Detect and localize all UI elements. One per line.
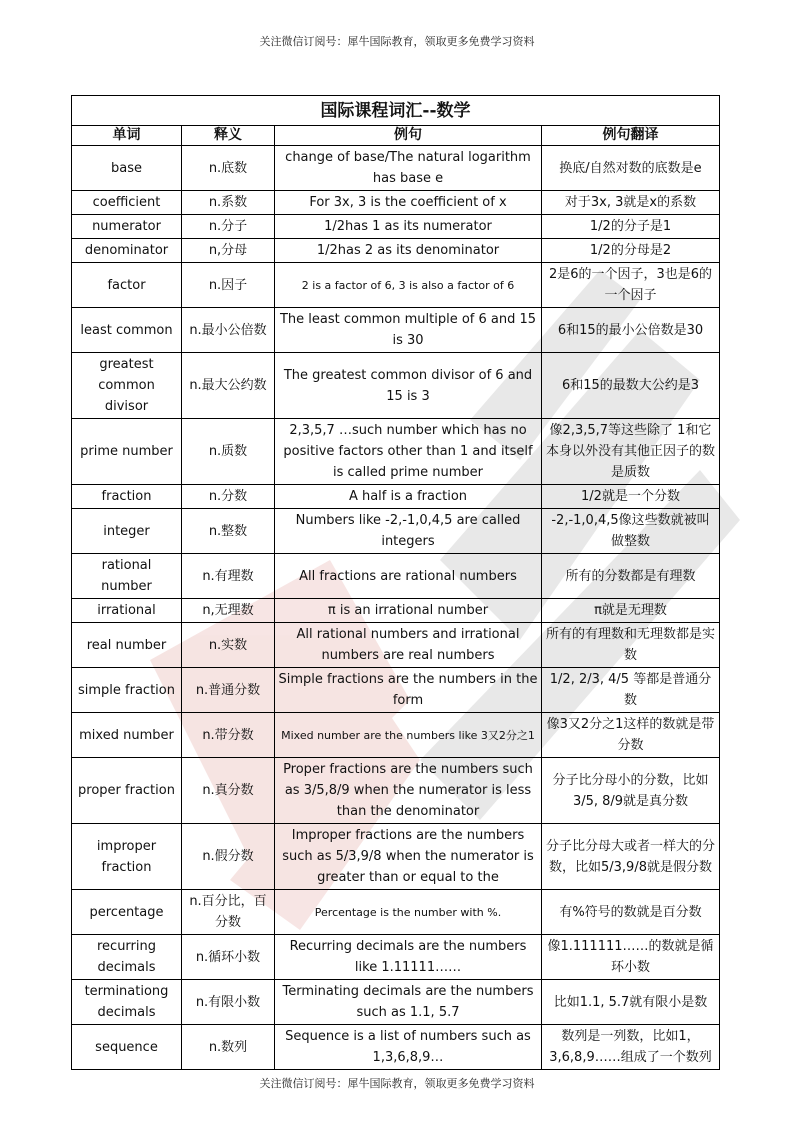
vocabulary-table — [71, 95, 720, 1070]
word-cell: prime number — [72, 419, 182, 485]
translation-cell: π就是无理数 — [542, 599, 720, 623]
table-row — [72, 308, 720, 353]
meaning-cell: n.百分比，百分数 — [182, 890, 275, 935]
word-cell: greatest common divisor — [72, 353, 182, 419]
table-row — [72, 353, 720, 419]
translation-cell: 对于3x, 3就是x的系数 — [542, 191, 720, 215]
word-cell: improper fraction — [72, 824, 182, 890]
table-row — [72, 485, 720, 509]
example-cell: Proper fractions are the numbers such as 3/5,8/9 when the numerator is less than the denominator — [275, 758, 542, 824]
word-cell: integer — [72, 509, 182, 554]
table-row — [72, 191, 720, 215]
table-row — [72, 758, 720, 824]
meaning-cell: n.假分数 — [182, 824, 275, 890]
translation-cell: -2,-1,0,4,5像这些数就被叫做整数 — [542, 509, 720, 554]
meaning-cell: n.普通分数 — [182, 668, 275, 713]
example-cell: For 3x, 3 is the coefficient of x — [275, 191, 542, 215]
translation-cell: 6和15的最小公倍数是30 — [542, 308, 720, 353]
word-cell: least common — [72, 308, 182, 353]
example-cell: Sequence is a list of numbers such as 1,3,6,8,9… — [275, 1025, 542, 1070]
example-cell: Simple fractions are the numbers in the form — [275, 668, 542, 713]
table-row — [72, 713, 720, 758]
table-row — [72, 146, 720, 191]
table-row — [72, 599, 720, 623]
translation-cell: 所有的分数都是有理数 — [542, 554, 720, 599]
word-cell: rational number — [72, 554, 182, 599]
example-cell: All rational numbers and irrational numbers are real numbers — [275, 623, 542, 668]
meaning-cell: n.实数 — [182, 623, 275, 668]
example-cell: Mixed number are the numbers like 3又2分之1 — [275, 713, 542, 758]
column-header-example: 例句 — [275, 126, 542, 146]
word-cell: numerator — [72, 215, 182, 239]
table-row — [72, 623, 720, 668]
example-cell: Recurring decimals are the numbers like 1.11111…… — [275, 935, 542, 980]
column-header-word: 单词 — [72, 126, 182, 146]
translation-cell: 1/2就是一个分数 — [542, 485, 720, 509]
word-cell: factor — [72, 263, 182, 308]
meaning-cell: n,分母 — [182, 239, 275, 263]
example-cell: The least common multiple of 6 and 15 is 30 — [275, 308, 542, 353]
column-header-translation: 例句翻译 — [542, 126, 720, 146]
translation-cell: 有%符号的数就是百分数 — [542, 890, 720, 935]
table-row — [72, 980, 720, 1025]
example-cell: All fractions are rational numbers — [275, 554, 542, 599]
word-cell: percentage — [72, 890, 182, 935]
word-cell: recurring decimals — [72, 935, 182, 980]
table-title: 国际课程词汇--数学 — [72, 96, 720, 126]
meaning-cell: n.分数 — [182, 485, 275, 509]
word-cell: simple fraction — [72, 668, 182, 713]
translation-cell: 像2,3,5,7等这些除了 1和它本身以外没有其他正因子的数是质数 — [542, 419, 720, 485]
table-row — [72, 935, 720, 980]
translation-cell: 1/2的分子是1 — [542, 215, 720, 239]
table-row — [72, 215, 720, 239]
translation-cell: 比如1.1, 5.7就有限小是数 — [542, 980, 720, 1025]
word-cell: base — [72, 146, 182, 191]
meaning-cell: n.带分数 — [182, 713, 275, 758]
word-cell: coefficient — [72, 191, 182, 215]
translation-cell: 1/2, 2/3, 4/5 等都是普通分数 — [542, 668, 720, 713]
example-cell: Improper fractions are the numbers such as 5/3,9/8 when the numerator is greater than or equal to the — [275, 824, 542, 890]
translation-cell: 数列是一列数，比如1，3,6,8,9……组成了一个数列 — [542, 1025, 720, 1070]
meaning-cell: n.循环小数 — [182, 935, 275, 980]
translation-cell: 所有的有理数和无理数都是实数 — [542, 623, 720, 668]
meaning-cell: n,无理数 — [182, 599, 275, 623]
meaning-cell: n.有限小数 — [182, 980, 275, 1025]
meaning-cell: n.因子 — [182, 263, 275, 308]
word-cell: proper fraction — [72, 758, 182, 824]
meaning-cell: n.最小公倍数 — [182, 308, 275, 353]
meaning-cell: n.真分数 — [182, 758, 275, 824]
meaning-cell: n.分子 — [182, 215, 275, 239]
example-cell: Terminating decimals are the numbers such as 1.1, 5.7 — [275, 980, 542, 1025]
translation-cell: 2是6的一个因子，3也是6的一个因子 — [542, 263, 720, 308]
example-cell: 2,3,5,7 …such number which has no positive factors other than 1 and itself is called prime number — [275, 419, 542, 485]
translation-cell: 像1.111111……的数就是循环小数 — [542, 935, 720, 980]
example-cell: π is an irrational number — [275, 599, 542, 623]
meaning-cell: n.系数 — [182, 191, 275, 215]
word-cell: mixed number — [72, 713, 182, 758]
page-header: 关注微信订阅号：犀牛国际教育，领取更多免费学习资料 — [259, 35, 535, 48]
example-cell: 1/2has 2 as its denominator — [275, 239, 542, 263]
example-cell: 1/2has 1 as its numerator — [275, 215, 542, 239]
meaning-cell: n.数列 — [182, 1025, 275, 1070]
example-cell: A half is a fraction — [275, 485, 542, 509]
word-cell: real number — [72, 623, 182, 668]
table-row — [72, 1025, 720, 1070]
word-cell: sequence — [72, 1025, 182, 1070]
example-cell: The greatest common divisor of 6 and 15 is 3 — [275, 353, 542, 419]
example-cell: Percentage is the number with %. — [275, 890, 542, 935]
example-cell: change of base/The natural logarithm has base e — [275, 146, 542, 191]
example-cell: Numbers like -2,-1,0,4,5 are called integers — [275, 509, 542, 554]
word-cell: fraction — [72, 485, 182, 509]
table-row — [72, 890, 720, 935]
table-row — [72, 668, 720, 713]
meaning-cell: n.底数 — [182, 146, 275, 191]
table-row — [72, 239, 720, 263]
translation-cell: 1/2的分母是2 — [542, 239, 720, 263]
word-cell: irrational — [72, 599, 182, 623]
table-row — [72, 419, 720, 485]
table-row — [72, 554, 720, 599]
table-row — [72, 824, 720, 890]
page-footer: 关注微信订阅号：犀牛国际教育，领取更多免费学习资料 — [259, 1077, 535, 1090]
table-row — [72, 263, 720, 308]
translation-cell: 换底/自然对数的底数是e — [542, 146, 720, 191]
word-cell: terminationg decimals — [72, 980, 182, 1025]
translation-cell: 分子比分母大或者一样大的分数，比如5/3,9/8就是假分数 — [542, 824, 720, 890]
translation-cell: 6和15的最数大公约是3 — [542, 353, 720, 419]
translation-cell: 像3又2分之1这样的数就是带分数 — [542, 713, 720, 758]
meaning-cell: n.有理数 — [182, 554, 275, 599]
meaning-cell: n.质数 — [182, 419, 275, 485]
example-cell: 2 is a factor of 6, 3 is also a factor of 6 — [275, 263, 542, 308]
meaning-cell: n.整数 — [182, 509, 275, 554]
meaning-cell: n.最大公约数 — [182, 353, 275, 419]
column-header-meaning: 释义 — [182, 126, 275, 146]
table-row — [72, 509, 720, 554]
translation-cell: 分子比分母小的分数，比如3/5, 8/9就是真分数 — [542, 758, 720, 824]
word-cell: denominator — [72, 239, 182, 263]
